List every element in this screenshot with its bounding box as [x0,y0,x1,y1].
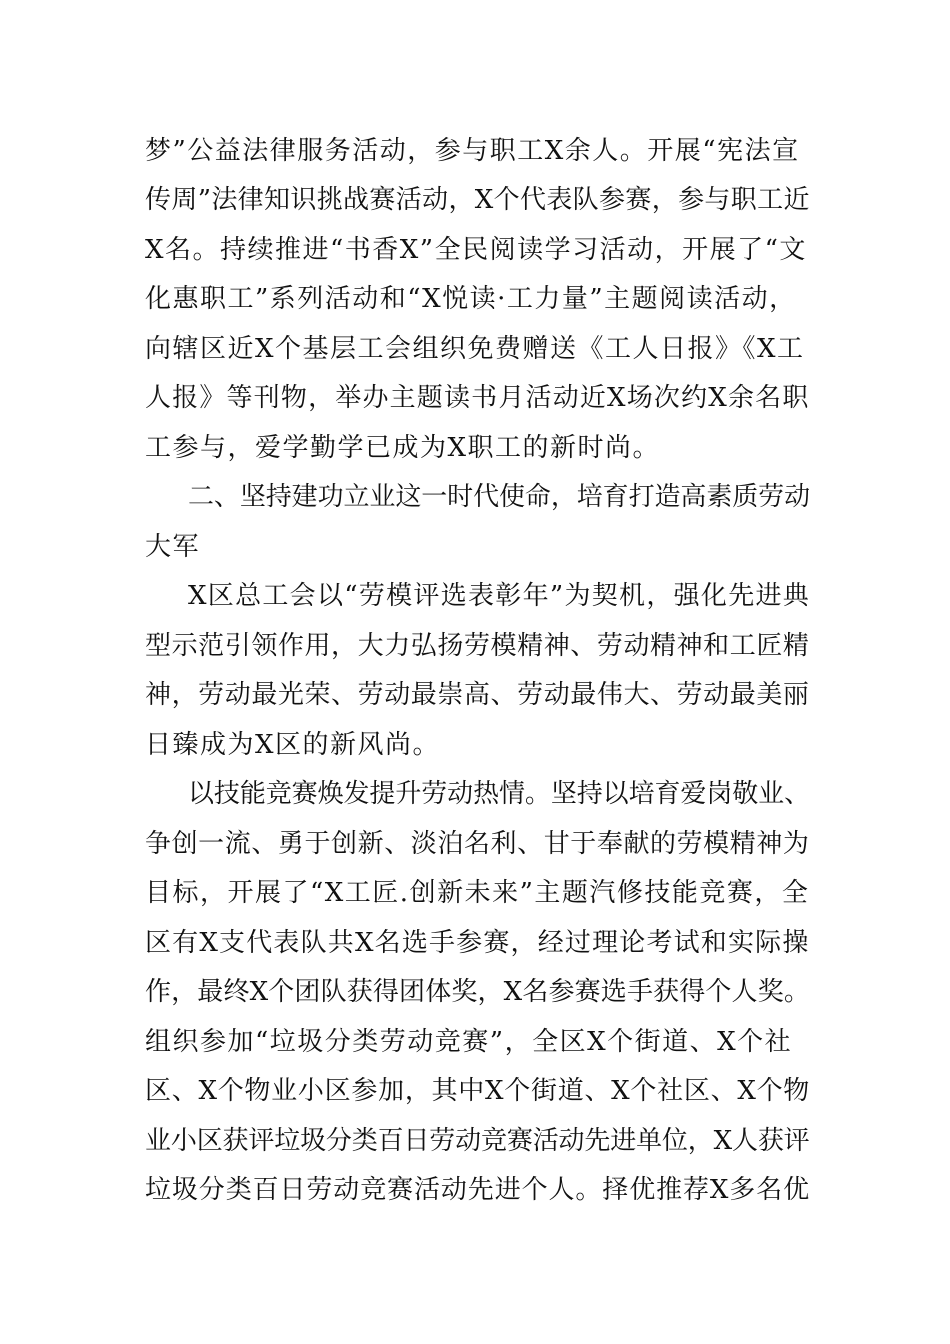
text-line: 业小区获评垃圾分类百日劳动竞赛活动先进单位，X人获评 [145,1126,810,1156]
text-line: 向辖区近X个基层工会组织免费赠送《工人日报》《X工 [145,334,805,364]
section-heading-cont: 大军 [145,532,201,562]
text-line: 垃圾分类百日劳动竞赛活动先进个人。择优推荐X多名优 [145,1175,811,1205]
text-line: 以技能竞赛焕发提升劳动热情。坚持以培育爱岗敬业、 [188,779,811,809]
text-line: 作，最终X个团队获得团体奖，X名参赛选手获得个人奖。 [145,977,811,1007]
text-line: 日臻成为X区的新风尚。 [145,730,441,760]
text-line: 梦”公益法律服务活动，参与职工X余人。开展“宪法宣 [145,136,800,166]
text-line: 争创一流、勇于创新、淡泊名利、甘于奉献的劳模精神为 [145,829,810,859]
text-line: 人报》等刊物，举办主题读书月活动近X场次约X余名职 [145,383,810,413]
text-line: 工参与，爱学勤学已成为X职工的新时尚。 [145,433,661,463]
text-line: X区总工会以“劳模评选表彰年”为契机，强化先进典 [188,581,811,611]
section-heading: 二、坚持建功立业这一时代使命，培育打造高素质劳动 [188,482,811,512]
text-line: 神，劳动最光荣、劳动最崇高、劳动最伟大、劳动最美丽 [145,680,810,710]
text-line: 传周”法律知识挑战赛活动，X个代表队参赛，参与职工近 [145,185,810,215]
text-line: 化惠职工”系列活动和“X悦读·工力量”主题阅读活动， [145,284,797,314]
text-line: 区、X个物业小区参加，其中X个街道、X个社区、X个物 [145,1076,811,1106]
text-line: 组织参加“垃圾分类劳动竞赛”，全区X个街道、X个社 [145,1027,793,1057]
text-line: X名。持续推进“书香X”全民阅读学习活动，开展了“文 [145,235,807,265]
text-line: 目标，开展了“X工匠.创新未来”主题汽修技能竞赛，全 [145,878,810,908]
text-line: 区有X支代表队共X名选手参赛，经过理论考试和实际操 [145,928,810,958]
text-line: 型示范引领作用，大力弘扬劳模精神、劳动精神和工匠精 [145,631,810,661]
